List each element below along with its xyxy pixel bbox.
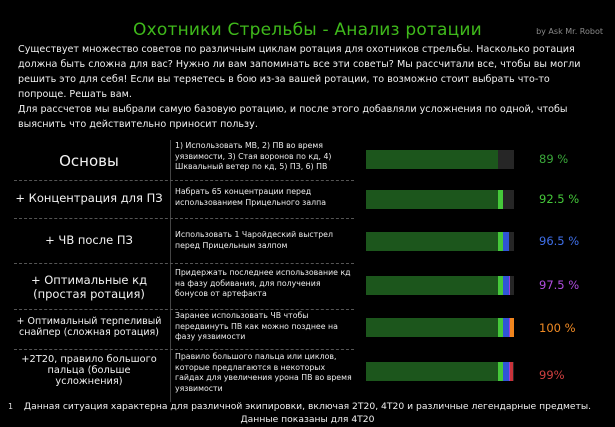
rotation-row <box>0 352 615 402</box>
dps-percent: 92.5 % <box>539 192 580 206</box>
intro-paragraph-2: Для рассчетов мы выбрали самую базовую ротацию, и после этого добавляли усложнения по одной, чтобы выяснить что действительно приносит пользу. <box>18 104 568 130</box>
row-separator <box>14 349 354 350</box>
row-description: Правило большого пальца или циклов, которые предлагаются в некоторых гайдах для увеличения урона ПВ во время уязвимости <box>175 352 352 393</box>
dps-bar <box>366 362 514 381</box>
intro-paragraph-1: Существует множество советов по различным циклам ротация для охотников стрельбы. Насколько ротация должна быть сложна для вас? Нужно ли вам запоминать все эти советы? Мы рассчитали все, чтобы вы могли решить это для себя! Если вы теряетесь в бою из-за вашей ротации, то возможно стоит выбрать что-то попроще. Решать вам. <box>18 44 581 100</box>
dps-bar <box>366 190 514 209</box>
dps-bar-fill <box>366 362 498 381</box>
dps-bar-fill <box>366 276 498 295</box>
dps-percent: 99% <box>539 368 565 382</box>
rotation-row <box>0 140 615 178</box>
dps-bar-segment <box>510 362 512 381</box>
intro-text <box>18 42 598 132</box>
dps-bar-segment <box>509 276 510 295</box>
row-description: Использовать 1 Чаройдеский выстрел перед Прицельным залпом <box>175 230 333 250</box>
footer-bullet: 1 <box>8 402 14 411</box>
dps-bar-segment <box>498 190 503 209</box>
dps-bar <box>366 150 514 169</box>
row-separator <box>14 309 354 310</box>
dps-bar-segment <box>503 232 509 251</box>
dps-percent: 100 % <box>539 321 576 335</box>
footer-line-2: Данные показаны для 4Т20 <box>240 414 375 425</box>
dps-bar-fill <box>366 190 498 209</box>
page-title: Охотники Стрельбы - Анализ ротации <box>133 20 482 40</box>
row-label: +2Т20, правило большого пальца (больше усложнения) <box>21 354 157 387</box>
dps-bar-segment <box>510 318 514 337</box>
row-label: + Оптимальный терпеливый снайпер (сложная ротация) <box>16 316 162 338</box>
dps-bar <box>366 232 514 251</box>
row-separator <box>14 263 354 264</box>
dps-bar-fill <box>366 150 498 169</box>
row-description: Заранее использовать ЧВ чтобы передвинуть ПВ как можно позднее на фазу уязвимости <box>175 311 338 341</box>
dps-bar <box>366 318 514 337</box>
rotation-row <box>0 311 615 347</box>
rotation-row <box>0 225 615 261</box>
row-label: Основы <box>59 152 119 170</box>
dps-bar-fill <box>366 232 498 251</box>
row-description: Придержать последнее использование кд на фазу добивания, для получения бонусов от артефакта <box>175 268 351 298</box>
footer-note <box>0 400 615 426</box>
dps-percent: 89 % <box>539 152 569 166</box>
byline: by Ask Mr. Robot <box>536 27 603 36</box>
row-label: + Концентрация для ПЗ <box>15 191 163 205</box>
footer-line-1: Данная ситуация характерна для различной экипировки, включая 2Т20, 4Т20 и различные легендарные предметы. <box>23 401 592 412</box>
dps-percent: 97.5 % <box>539 278 580 292</box>
row-description: Набрать 65 концентрации перед использованием Прицельного залпа <box>175 187 326 207</box>
row-label: + Оптимальные кд (простая ротация) <box>30 273 148 301</box>
rotation-row <box>0 182 615 216</box>
row-description: 1) Использовать МВ, 2) ПВ во время уязвимости, 3) Стая воронов по кд, 4) Шквальный ветер по кд, 5) ПЗ, 6) ПВ <box>175 141 332 171</box>
dps-bar-fill <box>366 318 498 337</box>
row-separator <box>14 180 354 181</box>
row-separator <box>14 218 354 219</box>
rotation-row <box>0 267 615 307</box>
dps-bar <box>366 276 514 295</box>
row-label: + ЧВ после ПЗ <box>45 233 133 247</box>
dps-percent: 96.5 % <box>539 234 580 248</box>
